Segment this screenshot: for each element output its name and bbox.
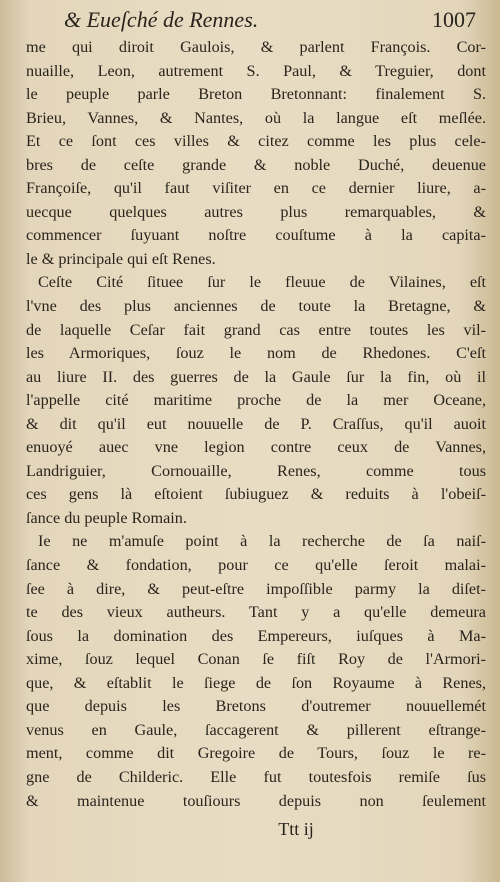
text-line: ſous la domination des Empereurs, iuſques à Ma- <box>26 626 486 645</box>
text-line: Ceſte Cité ſituee ſur le fleuue de Vilaines, eſt <box>38 273 486 292</box>
running-head <box>26 4 486 36</box>
text-line: venus en Gaule, ſaccagerent & pillerent eſtrange- <box>26 720 486 739</box>
text-line: ment, comme dit Gregoire de Tours, ſouz le re- <box>26 744 486 763</box>
text-line: le & principale qui eſt Renes. <box>26 249 216 268</box>
text-block <box>26 36 486 813</box>
text-line: Et ce ſont ces villes & citez comme les plus cele- <box>26 132 486 151</box>
text-line: & dit qu'il eut nouuelle de P. Craſſus, qu'il auoit <box>26 414 486 433</box>
text-line: que depuis les Bretons d'outremer nouuellemét <box>26 697 486 716</box>
running-head-title: & Eueſché de Rennes. <box>64 7 259 32</box>
text-line: bres de ceſte grande & noble Duché, deuenue <box>26 155 486 174</box>
text-line: uecque quelques autres plus remarquables, & <box>26 202 486 221</box>
text-line: les Armoriques, ſouz le nom de Rhedones. C'eſt <box>26 344 486 363</box>
text-line: gne de Childeric. Elle fut toutesfois remiſe ſus <box>26 767 486 786</box>
text-line: au liure II. des guerres de la Gaule ſur la fin, où il <box>26 367 486 386</box>
signature-mark: Ttt ij <box>278 819 314 840</box>
text-line: xime, ſouz lequel Conan ſe fiſt Roy de l'Armori- <box>26 650 486 669</box>
text-line: Landriguier, Cornouaille, Renes, comme tous <box>26 461 486 480</box>
text-line: l'appelle cité maritime proche de la mer Oceane, <box>26 391 486 410</box>
text-line: enuoyé auec vne legion contre ceux de Vannes, <box>26 438 486 457</box>
text-line: le peuple parle Breton Bretonnant: finalement S. <box>26 85 486 104</box>
text-line: l'vne des plus anciennes de toute la Bretagne, & <box>26 297 486 316</box>
text-line: Françoiſe, qu'il faut viſiter en ce dernier liure, a- <box>26 179 486 198</box>
page-number: 1007 <box>432 7 476 32</box>
text-line: Brieu, Vannes, & Nantes, où la langue eſt meſlée. <box>26 108 486 127</box>
text-line: te des vieux autheurs. Tant y a qu'elle demeura <box>26 603 486 622</box>
text-line: ſance du peuple Romain. <box>26 508 187 527</box>
text-line: de laquelle Ceſar fait grand cas entre toutes les vil- <box>26 320 486 339</box>
text-line: commencer ſuyuant noſtre couſtume à la capita- <box>26 226 486 245</box>
text-line: nuaille, Leon, autrement S. Paul, & Treguier, dont <box>26 61 486 80</box>
text-line: ſee à dire, & peut-eſtre impoſſible parmy la diſet- <box>26 579 486 598</box>
text-line: ces gens là eſtoient ſubiuguez & reduits à l'obeiſ- <box>26 485 486 504</box>
text-line: & maintenue touſiours depuis non ſeulement <box>26 791 486 810</box>
text-line: Ie ne m'amuſe point à la recherche de ſa naiſ- <box>38 532 486 551</box>
text-line: que, & eſtablit le ſiege de ſon Royaume à Renes, <box>26 673 486 692</box>
text-line: me qui diroit Gaulois, & parlent François. Cor- <box>26 38 486 56</box>
text-line: ſance & fondation, pour ce qu'elle ſeroit malai- <box>26 556 486 575</box>
